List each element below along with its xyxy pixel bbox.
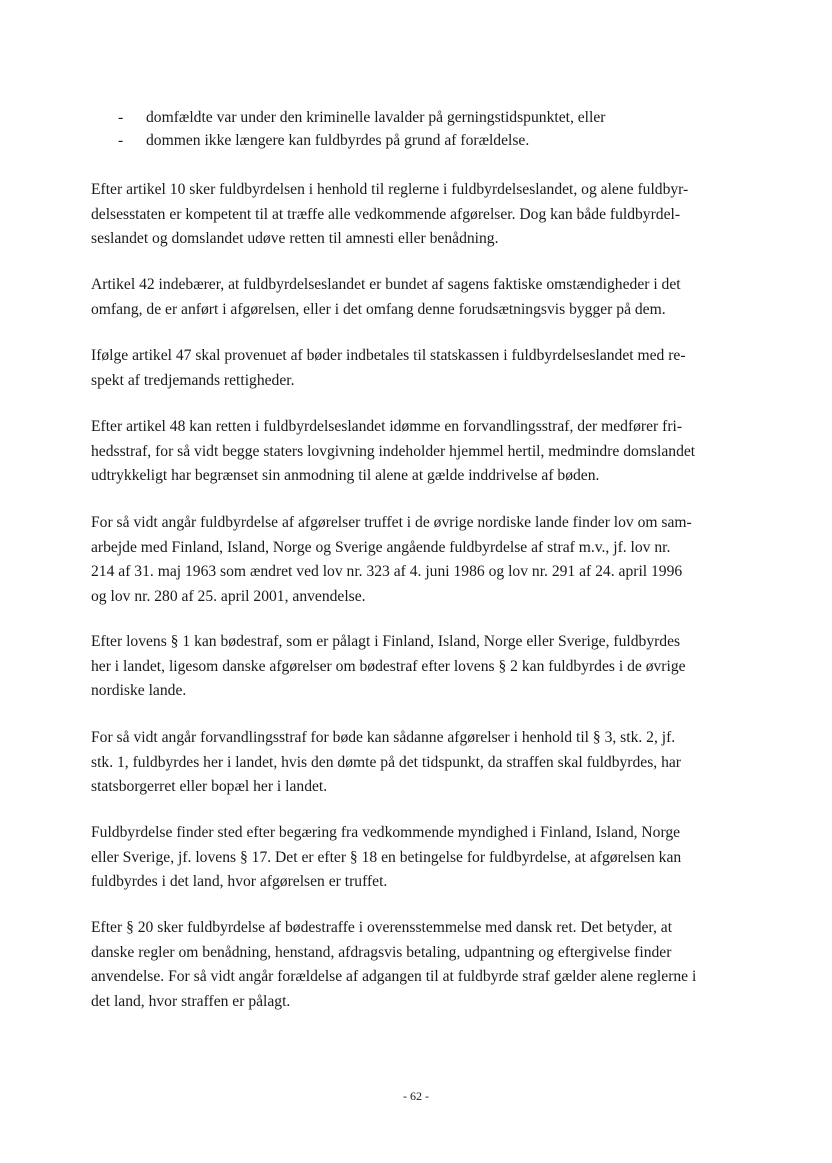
paragraph-section-3 — [91, 726, 746, 800]
text-line: Ifølge artikel 47 skal provenuet af bøder indbetales til statskassen i fuldbyrdelseslandet med re- — [91, 347, 686, 364]
paragraph-article-10 — [91, 178, 746, 252]
bullet-item — [118, 106, 758, 129]
text-line: danske regler om benådning, henstand, afdragsvis betaling, udpantning og eftergivelse finder — [91, 943, 672, 961]
bullet-text: domfældte var under den kriminelle lavalder på gerningstidspunktet, eller — [146, 109, 606, 126]
text-line: det land, hvor straffen er pålagt. — [91, 992, 291, 1010]
text-line: udtrykkeligt har begrænset sin anmodning til alene at gælde inddrivelse af bøden. — [91, 467, 600, 485]
bullet-item — [118, 129, 758, 152]
paragraph-section-17-18 — [91, 821, 746, 895]
text-line: Efter artikel 10 sker fuldbyrdelsen i henhold til reglerne i fuldbyrdelseslandet, og alene fuldbyr- — [91, 181, 689, 198]
text-line: For så vidt angår forvandlingsstraf for bøde kan sådanne afgørelser i henhold til § 3, stk. 2, jf. — [91, 729, 676, 746]
text-line: Fuldbyrdelse finder sted efter begæring fra vedkommende myndighed i Finland, Island, Norge — [91, 824, 681, 841]
paragraph-section-1 — [91, 630, 746, 704]
text-line: fuldbyrdes i det land, hvor afgørelsen er truffet. — [91, 873, 388, 891]
dash-bullet-marker: - — [118, 109, 124, 126]
text-line: Efter § 20 sker fuldbyrdelse af bødestraffe i overensstemmelse med dansk ret. Det betyder, at — [91, 919, 673, 936]
text-line: Efter lovens § 1 kan bødestraf, som er pålagt i Finland, Island, Norge eller Sverige, fuldbyrdes — [91, 633, 681, 650]
text-line: For så vidt angår fuldbyrdelse af afgørelser truffet i de øvrige nordiske lande finder lov om sam- — [91, 514, 692, 531]
text-line: anvendelse. For så vidt angår forældelse af adgangen til at fuldbyrde straf gælder alene reglerne i — [91, 968, 697, 986]
text-line: arbejde med Finland, Island, Norge og Sverige angående fuldbyrdelse af straf m.v., jf. lov nr. — [91, 538, 671, 556]
text-line: stk. 1, fuldbyrdes her i landet, hvis den dømte på det tidspunkt, da straffen skal fuldbyrdes, har — [91, 753, 681, 771]
text-line: eller Sverige, jf. lovens § 17. Det er efter § 18 en betingelse for fuldbyrdelse, at afgørelsen kan — [91, 848, 682, 866]
paragraph-nordic-law — [91, 511, 746, 609]
text-line: her i landet, ligesom danske afgørelser om bødestraf efter lovens § 2 kan fuldbyrdes i de øvrige — [91, 657, 686, 675]
text-line: delsesstaten er kompetent til at træffe alle vedkommende afgørelser. Dog kan både fuldbyrdel- — [91, 205, 681, 223]
text-line: nordiske lande. — [91, 682, 187, 700]
text-line: hedsstraf, for så vidt begge staters lovgivning indeholder hjemmel hertil, medmindre domslandet — [91, 442, 696, 460]
paragraph-article-47 — [91, 344, 746, 393]
text-line: Efter artikel 48 kan retten i fuldbyrdelseslandet idømme en forvandlingsstraf, der medfører fri- — [91, 418, 683, 435]
dash-bullet-marker: - — [118, 132, 124, 149]
text-line: statsborgerret eller bopæl her i landet. — [91, 778, 328, 796]
text-line: spekt af tredjemands rettigheder. — [91, 371, 295, 389]
paragraph-section-20 — [91, 916, 746, 1014]
text-line: omfang, de er anført i afgørelsen, eller i det omfang denne forudsætningsvis bygger på dem. — [91, 300, 666, 318]
bullet-list — [118, 106, 758, 152]
text-line: seslandet og domslandet udøve retten til amnesti eller benådning. — [91, 230, 499, 248]
text-line: Artikel 42 indebærer, at fuldbyrdelseslandet er bundet af sagens faktiske omstændigheder i det — [91, 276, 681, 293]
paragraph-article-48 — [91, 415, 746, 489]
paragraph-article-42 — [91, 273, 746, 322]
text-line: og lov nr. 280 af 25. april 2001, anvendelse. — [91, 587, 366, 605]
text-line: 214 af 31. maj 1963 som ændret ved lov nr. 323 af 4. juni 1986 og lov nr. 291 af 24. april 1996 — [91, 563, 683, 581]
page-number: - 62 - — [403, 1089, 429, 1103]
bullet-text: dommen ikke længere kan fuldbyrdes på grund af forældelse. — [146, 132, 530, 149]
